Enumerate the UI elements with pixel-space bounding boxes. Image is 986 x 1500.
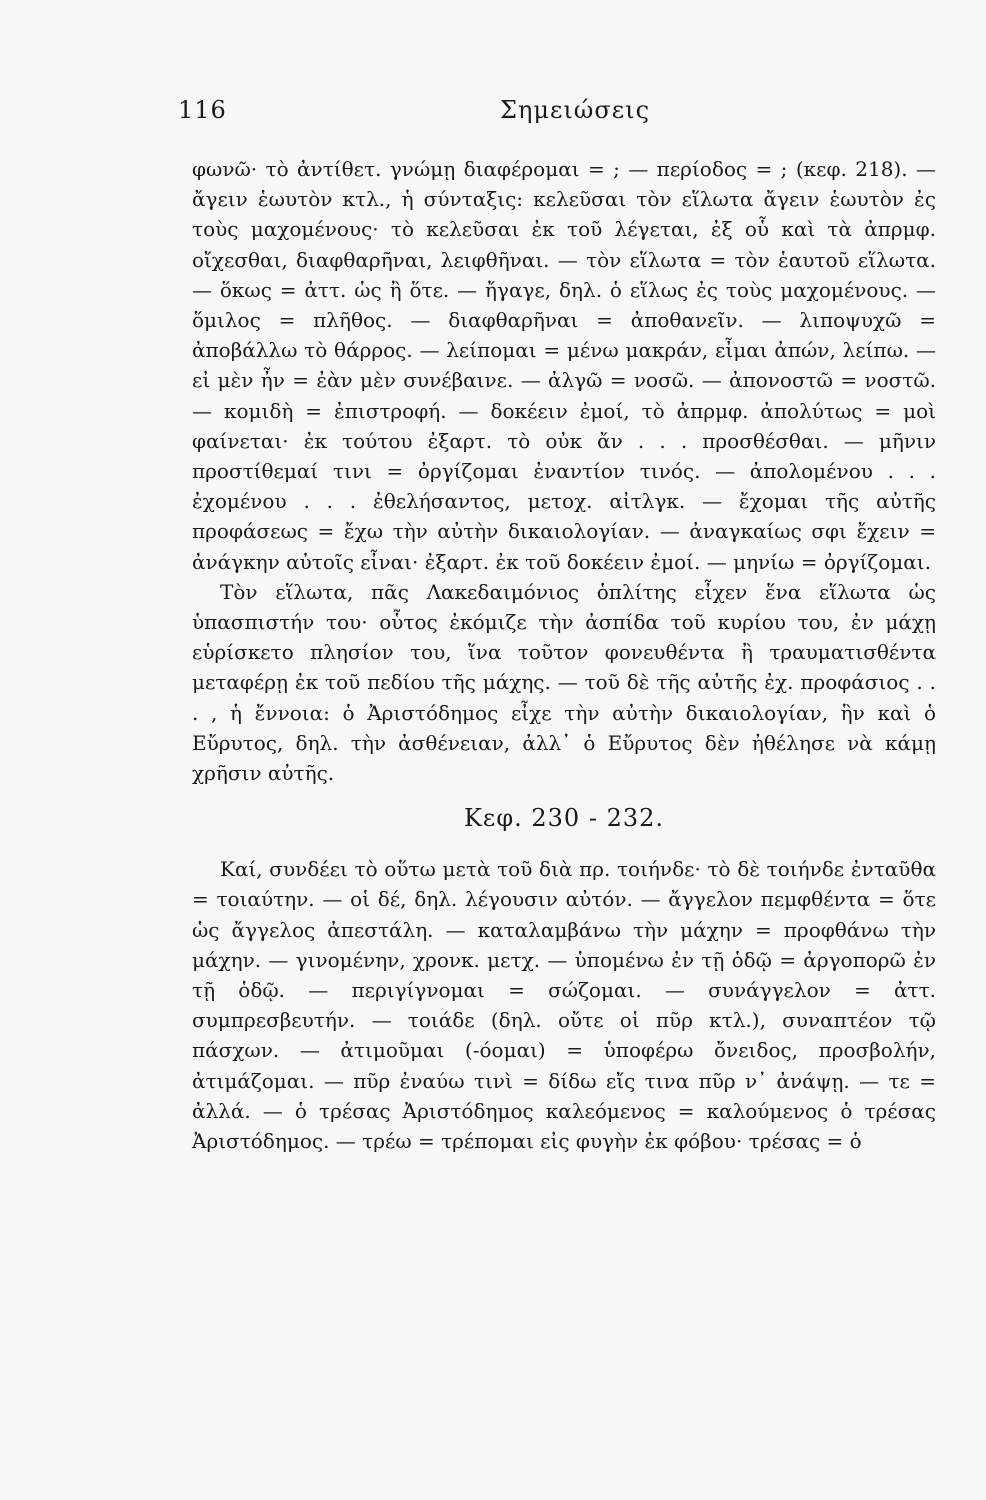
page-number: 116	[178, 96, 227, 124]
notes-text	[192, 154, 936, 1156]
running-head: Σημειώσεις	[500, 96, 651, 124]
page-header	[178, 96, 938, 136]
section-heading: Κεφ. 230 - 232.	[463, 804, 665, 833]
notes-paragraph-chapter-230: Καί, συνδέει τὸ οὕτω μετὰ τοῦ διὰ πρ. τοιήνδε· τὸ δὲ τοιήνδε ἐνταῦθα = τοιαύτην. — οἱ δέ, δηλ. λέγουσιν αὐτόν. — ἄγγελον πεμφθέντα = ὅτε ὡς ἄγγελος ἀπεστάλη. — καταλαμβάνω τὴν μάχην = προφθάνω τὴν μάχην. — γινομένην, χρονκ. μετχ. — ὑπομένω ἐν τῇ ὁδῷ = ἀργοπορῶ ἐν τῇ ὁδῷ. — περιγίγνομαι = σώζομαι. — συνάγγελον = ἀττ. συμπρεσβευτήν. — τοιάδε (δηλ. οὔτε οἱ πῦρ κτλ.), συναπτέον τῷ πάσχων. — ἀτιμοῦμαι (-όομαι) = ὑποφέρω ὄνειδος, προσβολήν, ἀτιμάζομαι. — πῦρ ἐναύω τινὶ = δίδω εἴς τινα πῦρ ν᾽ ἀνάψῃ. — τε = ἀλλά. — ὁ τρέσας Ἀριστόδημος καλεόμενος = καλούμενος ὁ τρέσας Ἀριστόδημος. — τρέω = τρέπομαι εἰς φυγὴν ἐκ φόβου· τρέσας = ὁ	[192, 857, 936, 1154]
notes-paragraph-helot: Τὸν εἵλωτα, πᾶς Λακεδαιμόνιος ὁπλίτης εἶχεν ἕνα εἵλωτα ὡς ὑπασπιστήν του· οὗτος ἐκόμιζε τὴν ἀσπίδα τοῦ κυρίου του, ἐν μάχῃ εὑρίσκετο πλησίον του, ἵνα τοῦτον φονευθέντα ἢ τραυματισθέντα μεταφέρῃ ἐκ τοῦ πεδίου τῆς μάχης. — τοῦ δὲ τῆς αὐτῆς ἐχ. προφάσιος . . . , ἡ ἔννοια: ὁ Ἀριστόδημος εἶχε τὴν αὐτὴν δικαιολογίαν, ἣν καὶ ὁ Εὔρυτος, δηλ. τὴν ἀσθένειαν, ἀλλ᾽ ὁ Εὔρυτος δὲν ἠθέλησε νὰ κάμῃ χρῆσιν αὐτῆς.	[192, 579, 936, 786]
notes-paragraph-continued: φωνῶ· τὸ ἀντίθετ. γνώμῃ διαφέρομαι = ; — περίοδος = ; (κεφ. 218). — ἄγειν ἑωυτὸν κτλ., ἡ σύνταξις: κελεῦσαι τὸν εἵλωτα ἄγειν ἑωυτὸν ἐς τοὺς μαχομένους· τὸ κελεῦσαι ἐκ τοῦ λέγεται, ἐξ οὗ καὶ τὰ ἀπρμφ. οἴχεσθαι, διαφθαρῆναι, λειφθῆναι. — τὸν εἵλωτα = τὸν ἑαυτοῦ εἵλωτα. — ὅκως = ἀττ. ὡς ἢ ὅτε. — ἤγαγε, δηλ. ὁ εἵλως ἐς τοὺς μαχομένους. — ὅμιλος = πλῆθος. — διαφθαρῆναι = ἀποθανεῖν. — λιποψυχῶ = ἀποβάλλω τὸ θάρρος. — λείπομαι = μένω μακράν, εἶμαι ἀπών, λείπω. — εἰ μὲν ἦν = ἐὰν μὲν συνέβαινε. — ἀλγῶ = νοσῶ. — ἀπονοστῶ = νοστῶ. — κομιδὴ = ἐπιστροφή. — δοκέειν ἐμοί, τὸ ἀπρμφ. ἀπολύτως = μοὶ φαίνεται· ἐκ τούτου ἐξαρτ. τὸ οὐκ ἄν . . . προσθέσθαι. — μῆνιν προστίθεμαί τινι = ὀργίζομαι ἐναντίον τινός. — ἀπολομένου . . . ἐχομένου . . . ἐθελήσαντος, μετοχ. αἰτλγκ. — ἔχομαι τῆς αὐτῆς προφάσεως = ἔχω τὴν αὐτὴν δικαιολογίαν. — ἀναγκαίως σφι ἔχειν = ἀνάγκην αὐτοῖς εἶναι· ἐξαρτ. ἐκ τοῦ δοκέειν ἐμοί. — μηνίω = ὀργίζομαι.	[192, 157, 936, 574]
